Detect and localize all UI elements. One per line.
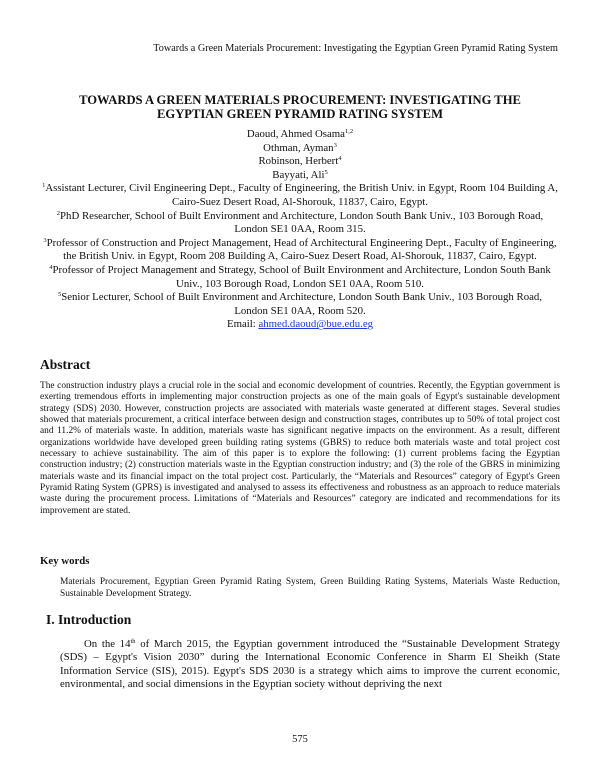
page-number: 575 (292, 734, 308, 745)
keywords-heading: Key words (40, 555, 90, 567)
paper-title (40, 93, 560, 121)
introduction-heading: I. Introduction (46, 612, 132, 627)
email-line: Email: ahmed.daoud@bue.edu.eg (226, 318, 374, 331)
author-name: Robinson, Herbert$^4$ (258, 155, 342, 168)
author-name: Othman, Ayman$^3$ (263, 141, 337, 154)
author-block (40, 128, 560, 332)
affiliation: $^1$Assistant Lecturer, Civil Engineering Dept., Faculty of Engineering, the British Univ. in Egypt, Room 104 Building A, Cairo-Suez Desert Road, Al-Shorouk, 11837, Cairo, Egypt. (42, 182, 558, 208)
affiliation: $^4$Professor of Project Management and Strategy, School of Built Environment and Architecture, London South Bank Univ., 103 Borough Road, London SE1 0AA, Room 510. (49, 263, 551, 290)
keywords-text: Materials Procurement, Egyptian Green Pyramid Rating System, Green Building Rating Systems, Materials Waste Reduction, Sustainable Development Strategy. (60, 577, 560, 599)
author-name: Daoud, Ahmed Osama$^{1,2}$ (246, 128, 354, 140)
introduction-text: On the 14th of March 2015, the Egyptian government introduced the “Sustainable Development Strategy (SDS) – Egypt's Vision 2030” during the International Economic Conference in Sharm El Sheikh (State Information Service (SIS), 2015). Egypt's SDS 2030 is a strategy which aims to improve the current economic, environmental, and social dimensions in the Egyptian society without depriving the next (60, 638, 560, 690)
author-name: Bayyati, Ali$^5$ (272, 168, 328, 181)
title-line-1: TOWARDS A GREEN MATERIALS PROCUREMENT: INVESTIGATING THE (79, 93, 521, 107)
affiliation: $^3$Professor of Construction and Project Management, Head of Architectural Engineering Dept., Faculty of Engineering, the British Univ. in Egypt, Room 208 Building A, Cairo-Suez Desert Road, Al-Shorouk, 11837, Cairo, Egypt. (43, 236, 557, 263)
title-line-2: EGYPTIAN GREEN PYRAMID RATING SYSTEM (157, 107, 443, 121)
abstract-heading: Abstract (40, 357, 91, 372)
email-link[interactable]: ahmed.daoud@bue.edu.eg (258, 318, 374, 331)
affiliation: $^2$PhD Researcher, School of Built Environment and Architecture, London South Bank Univ., 103 Borough Road, London SE1 0AA, Room 315. (56, 209, 544, 236)
affiliation: $^5$Senior Lecturer, School of Built Environment and Architecture, London South Bank Univ., 103 Borough Road, London SE1 0AA, Room 520. (57, 291, 542, 317)
running-header: Towards a Green Materials Procurement: Investigating the Egyptian Green Pyramid Rating System (153, 43, 558, 54)
abstract-text: The construction industry plays a crucial role in the social and economic development of countries. Recently, the Egyptian government is exerting tremendous efforts in implementing major construction projects as one of the main goals of Egypt's sustainable development strategy (SDS) 2030. However, construction projects are associated with materials waste generated at different stages. Several studies showed that materials procurement, a critical interface between design and construction stages, contributes up to 50% of total project cost and 11.2% of materials waste. In addition, materials waste has significant negative impacts on the environment. As a result, different organizations worldwide have developed green building rating systems (GBRS) to reduce both materials waste and total project cost necessary to achieve sustainability. The aim of this paper is to explore the following: (1) current problems facing the Egyptian construction industry; (2) construction materials waste in the Egyptian construction industry; and (3) the role of the GBRS in minimizing materials waste and its financial impact on the total project cost. Particularly, the “Materials and Resources” category of Egypt's Green Pyramid Rating System (GPRS) is investigated and analysed to assess its effectiveness and robustness as an approach to reduce materials waste during the procurement process. Limitations of “Materials and Resources” category are indicated and recommendations for its improvement are stated. (40, 381, 560, 516)
